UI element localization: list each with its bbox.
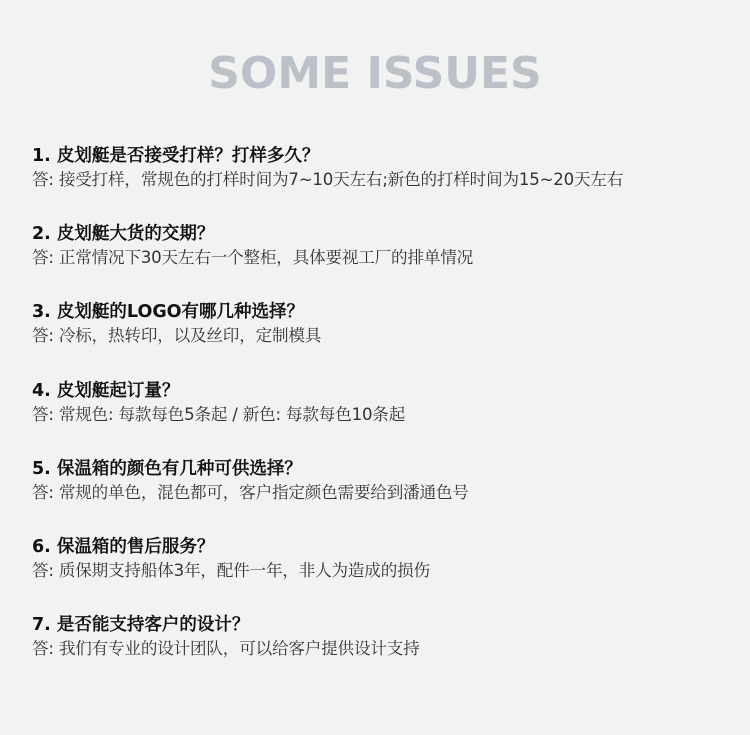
faq-question: 1. 皮划艇是否接受打样？打样多久？: [32, 146, 320, 166]
faq-answer: 答: 常规的单色，混色都可，客户指定颜色需要给到潘通色号: [32, 482, 469, 502]
faq-question: 4. 皮划艇起订量？: [32, 380, 180, 401]
faq-item: [32, 535, 732, 613]
faq-answer: 答: 正常情况下30天左右一个整柜，具体要视工厂的排单情况: [32, 248, 474, 268]
faq-list: [32, 144, 732, 691]
faq-question: 6. 保温箱的售后服务？: [32, 536, 215, 557]
faq-item: [32, 613, 732, 691]
faq-item: [32, 300, 732, 378]
faq-answer: 答: 质保期支持船体3年，配件一年，非人为造成的损伤: [32, 560, 430, 580]
faq-question: 3. 皮划艇的LOGO有哪几种选择？: [32, 302, 305, 323]
faq-item: [32, 379, 732, 457]
faq-item: [32, 457, 732, 535]
faq-question: 5. 保温箱的颜色有几种可供选择？: [32, 458, 302, 479]
faq-question: 7. 是否能支持客户的设计？: [32, 615, 250, 636]
faq-question: 2. 皮划艇大货的交期？: [32, 224, 215, 245]
faq-answer: 答: 冷标，热转印，以及丝印，定制模具: [32, 326, 322, 346]
faq-item: [32, 144, 732, 222]
faq-answer: 答: 接受打样，常规色的打样时间为7~10天左右;新色的打样时间为15~20天左右: [32, 170, 624, 189]
page-title: SOME ISSUES: [208, 48, 542, 99]
faq-answer: 答: 常规色: 每款每色5条起 / 新色: 每款每色10条起: [32, 404, 406, 424]
faq-item: [32, 222, 732, 300]
faq-answer: 答: 我们有专业的设计团队，可以给客户提供设计支持: [32, 639, 420, 659]
